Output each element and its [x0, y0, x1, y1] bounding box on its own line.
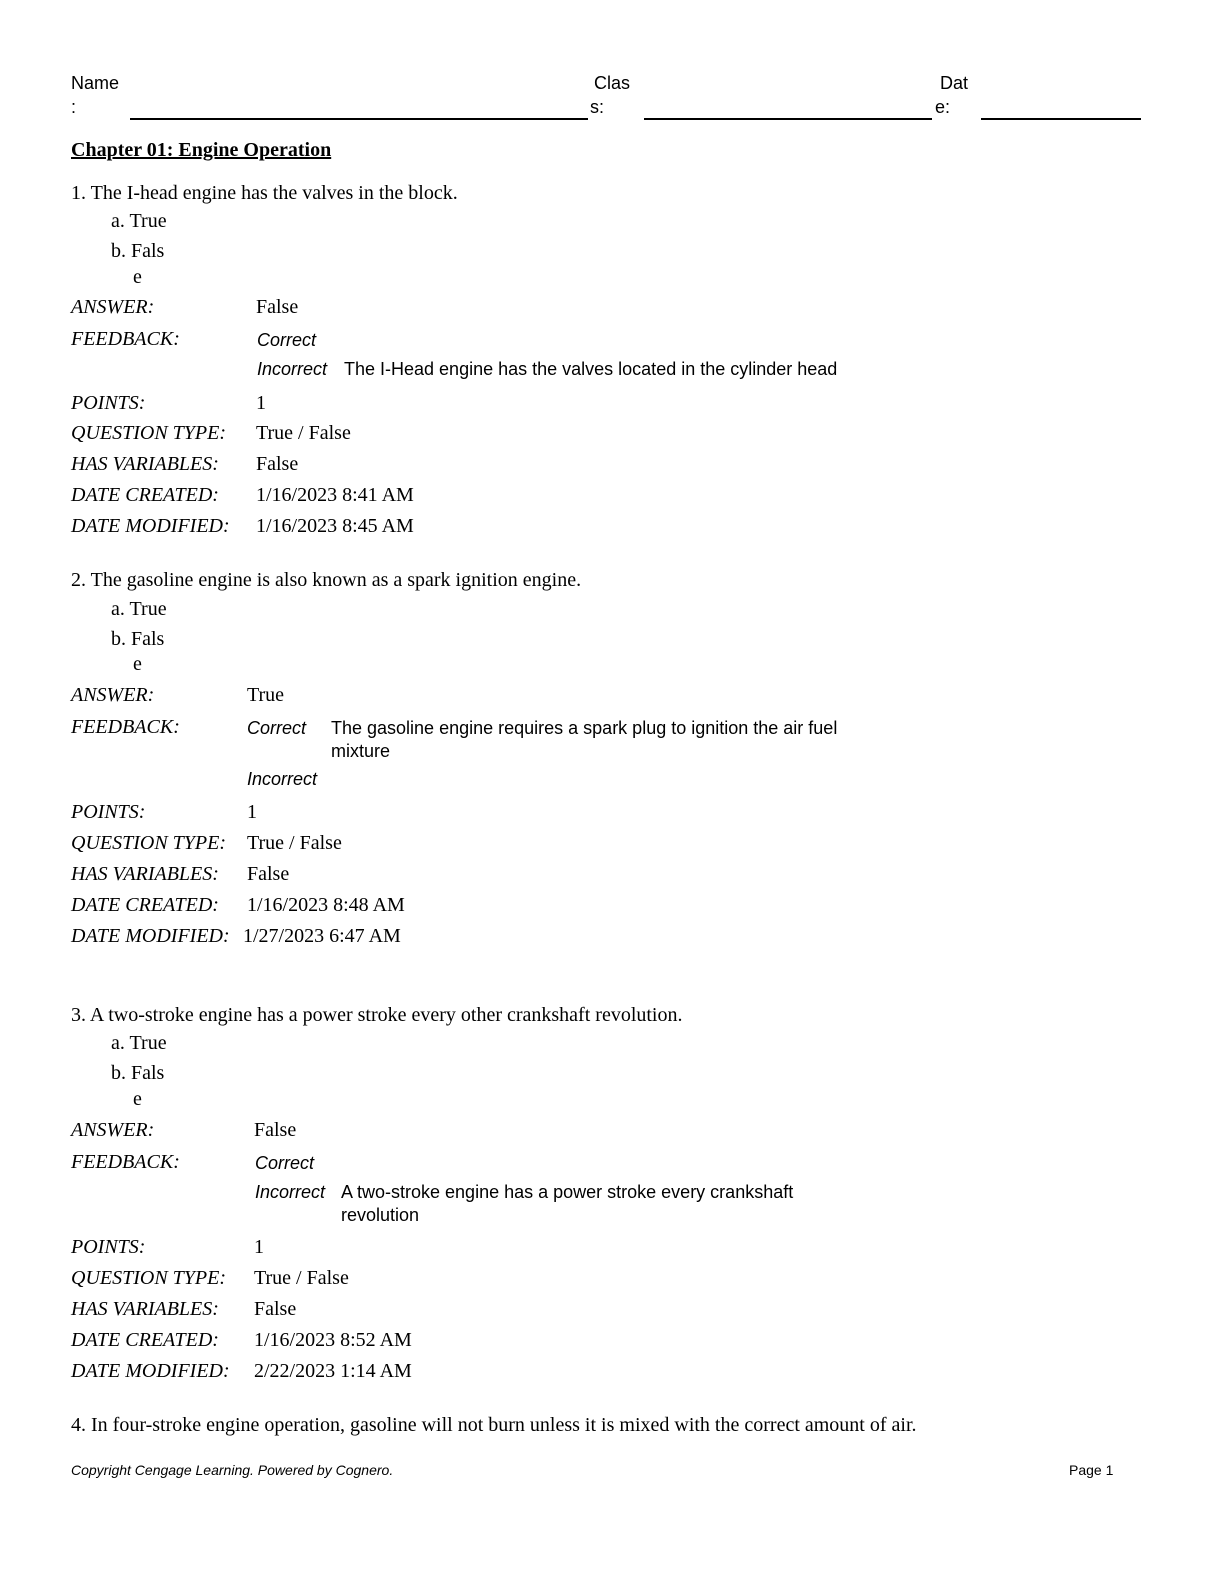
feedback-incorrect-text: A two-stroke engine has a power stroke every crankshaft	[341, 1182, 794, 1202]
chapter-title: Chapter 01: Engine Operation	[71, 139, 332, 161]
footer-page-number: Page 1	[1069, 1462, 1114, 1478]
question-type-label: QUESTION TYPE:	[71, 422, 227, 444]
answer-label: ANSWER:	[71, 684, 155, 706]
feedback-correct-text-wrap: mixture	[331, 741, 391, 761]
date-modified-value: 2/22/2023 1:14 AM	[254, 1360, 412, 1382]
question-text: 2. The gasoline engine is also known as a spark ignition engine.	[71, 569, 582, 591]
question-type-value: True / False	[247, 832, 342, 854]
option-b: b. Fals	[111, 1062, 165, 1084]
feedback-incorrect-label: Incorrect	[257, 359, 328, 379]
feedback-correct-label: Correct	[247, 718, 307, 738]
has-variables-value: False	[247, 863, 290, 885]
option-b: b. Fals	[111, 628, 165, 650]
feedback-label: FEEDBACK:	[71, 328, 180, 350]
feedback-incorrect-text-wrap: revolution	[341, 1205, 420, 1225]
date-label: Dat	[940, 73, 969, 93]
date-label-suffix: e:	[935, 97, 951, 117]
date-created-label: DATE CREATED:	[71, 484, 219, 506]
date-created-value: 1/16/2023 8:48 AM	[247, 894, 405, 916]
date-created-value: 1/16/2023 8:52 AM	[254, 1329, 412, 1351]
option-b-wrap: e	[133, 266, 142, 288]
date-modified-value: 1/16/2023 8:45 AM	[256, 515, 414, 537]
option-b-wrap: e	[133, 653, 142, 675]
option-a: a. True	[111, 210, 167, 232]
points-value: 1	[254, 1236, 264, 1258]
points-value: 1	[247, 801, 257, 823]
option-a: a. True	[111, 598, 167, 620]
name-label: Name	[71, 73, 120, 93]
feedback-incorrect-label: Incorrect	[247, 769, 318, 789]
has-variables-label: HAS VARIABLES:	[71, 1298, 219, 1320]
question-type-value: True / False	[254, 1267, 349, 1289]
points-label: POINTS:	[71, 1236, 146, 1258]
question-type-label: QUESTION TYPE:	[71, 1267, 227, 1289]
date-created-label: DATE CREATED:	[71, 894, 219, 916]
question-type-label: QUESTION TYPE:	[71, 832, 227, 854]
date-field[interactable]	[981, 118, 1141, 120]
date-created-label: DATE CREATED:	[71, 1329, 219, 1351]
date-modified-value: 1/27/2023 6:47 AM	[243, 925, 401, 947]
date-modified-label: DATE MODIFIED:	[71, 1360, 230, 1382]
option-a: a. True	[111, 1032, 167, 1054]
feedback-correct-label: Correct	[255, 1153, 315, 1173]
class-label: Clas	[594, 73, 631, 93]
question-type-value: True / False	[256, 422, 351, 444]
points-label: POINTS:	[71, 801, 146, 823]
points-value: 1	[256, 392, 266, 414]
question-text: 1. The I-head engine has the valves in the block.	[71, 182, 458, 204]
feedback-label: FEEDBACK:	[71, 1151, 180, 1173]
name-label-colon: :	[71, 97, 77, 117]
class-field[interactable]	[644, 118, 932, 120]
has-variables-value: False	[254, 1298, 297, 1320]
has-variables-label: HAS VARIABLES:	[71, 453, 219, 475]
answer-value: False	[256, 296, 299, 318]
class-label-suffix: s:	[590, 97, 605, 117]
date-modified-label: DATE MODIFIED:	[71, 515, 230, 537]
answer-value: False	[254, 1119, 297, 1141]
name-field[interactable]	[130, 118, 588, 120]
date-created-value: 1/16/2023 8:41 AM	[256, 484, 414, 506]
question-text: 4. In four-stroke engine operation, gasoline will not burn unless it is mixed with the correct amount of air.	[71, 1414, 917, 1436]
answer-label: ANSWER:	[71, 1119, 155, 1141]
footer-copyright: Copyright Cengage Learning. Powered by Cognero.	[71, 1462, 394, 1478]
date-modified-label: DATE MODIFIED:	[71, 925, 230, 947]
has-variables-label: HAS VARIABLES:	[71, 863, 219, 885]
option-b: b. Fals	[111, 240, 165, 262]
feedback-incorrect-label: Incorrect	[255, 1182, 326, 1202]
has-variables-value: False	[256, 453, 299, 475]
answer-value: True	[247, 684, 285, 706]
question-text: 3. A two-stroke engine has a power stroke every other crankshaft revolution.	[71, 1004, 683, 1026]
feedback-correct-text: The gasoline engine requires a spark plug to ignition the air fuel	[331, 718, 838, 738]
answer-label: ANSWER:	[71, 296, 155, 318]
option-b-wrap: e	[133, 1088, 142, 1110]
feedback-correct-label: Correct	[257, 330, 317, 350]
points-label: POINTS:	[71, 392, 146, 414]
feedback-label: FEEDBACK:	[71, 716, 180, 738]
feedback-incorrect-text: The I-Head engine has the valves located in the cylinder head	[344, 359, 838, 379]
